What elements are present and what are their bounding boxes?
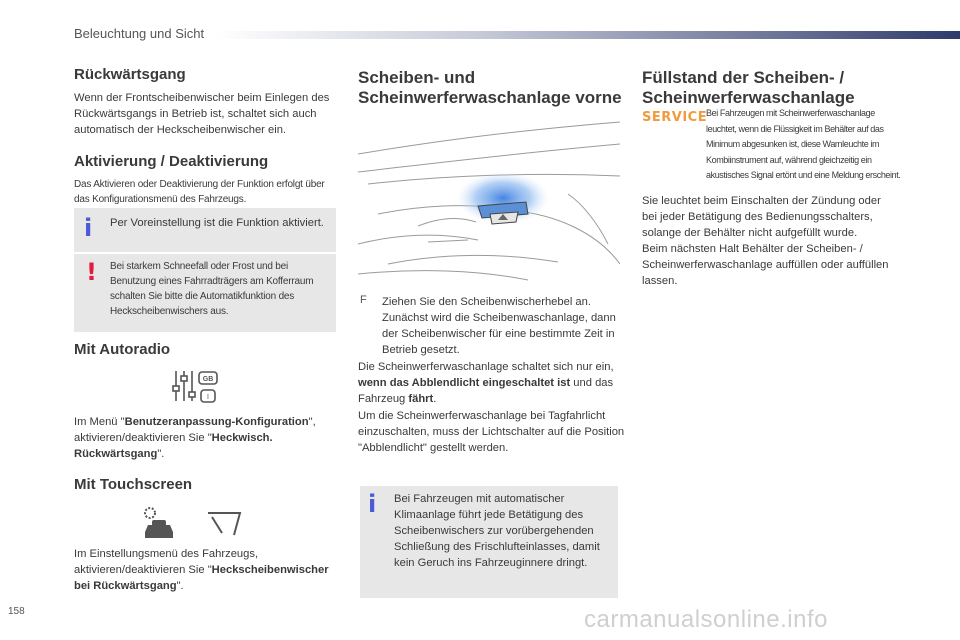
touchscreen-heading: Mit Touchscreen	[74, 476, 193, 493]
radio-i-label: I	[207, 394, 209, 401]
fuellstand-text: Sie leuchtet beim Einschalten der Zündung oder bei jeder Betätigung des Bedienungsschalters, solange der Behälter nicht aufgefüllt wurde. Beim nächsten Halt Behälter der Scheiben- / Scheinwerferwaschanlage auffüllen oder auffüllen lassen.	[642, 195, 889, 287]
info-icon: i	[368, 490, 377, 518]
scheinwerfer-text: Die Scheinwerferwaschanlage schaltet sich nur ein, wenn das Abblendlicht eingeschaltet ist und das Fahrzeug fährt.	[358, 361, 614, 405]
warning-icon: !	[86, 258, 97, 286]
fuellstand-title-line2: Scheinwerferwaschanlage	[642, 88, 855, 107]
right-heading	[642, 68, 892, 108]
info-box	[74, 208, 336, 252]
scheiben-title-line2: Scheinwerferwaschanlage vorne	[358, 88, 622, 107]
tagfahrlicht-text: Um die Scheinwerferwaschanlage bei Tagfahrlicht einzuschalten, muss der Lichtschalter auf die Position "Abblendlicht" gestellt werden.	[358, 410, 625, 454]
climate-info-box	[360, 486, 618, 598]
warning-text: Bei starkem Schneefall oder Frost und bei Benutzung eines Fahrradträgers am Kofferraum schalten Sie bitte die Automatikfunktion des Heckscheibenwischers aus.	[110, 261, 314, 317]
climate-info-text: Bei Fahrzeugen mit automatischer Klimaanlage führt jede Betätigung des Scheibenwischers zur vorübergehenden Schließung des Frischlufteinlasses, damit kein Geruch ins Fahrzeuginnere dringt.	[394, 493, 600, 569]
bullet-marker: F	[360, 294, 367, 306]
touchscreen-text: Im Einstellungsmenü des Fahrzeugs, aktivieren/deaktivieren Sie "Heckscheibenwischer bei Rückwärtsgang".	[74, 548, 329, 592]
header-bar	[216, 31, 960, 39]
warning-box	[74, 254, 336, 332]
info-icon: i	[84, 214, 93, 242]
page-number: 158	[8, 606, 25, 617]
scheiben-title-line1: Scheiben- und	[358, 68, 476, 87]
info-text: Per Voreinstellung ist die Funktion aktiviert.	[110, 217, 324, 229]
autoradio-text: Im Menü "Benutzeranpassung-Konfiguration", aktivieren/deaktivieren Sie "Heckwisch. Rückwärtsgang".	[74, 416, 316, 460]
bullet-text: Ziehen Sie den Scheibenwischerhebel an. Zunächst wird die Scheibenwaschanlage, dann der Scheibenwischer für eine bestimmte Zeit in Betrieb gesetzt.	[382, 296, 616, 356]
radio-gb-label: GB	[202, 376, 214, 383]
middle-heading	[358, 68, 628, 108]
touchscreen-icons	[140, 505, 244, 541]
car-front-illustration	[358, 114, 620, 284]
service-warning-icon: SERVICE	[642, 110, 708, 125]
autoradio-menu-icon	[170, 368, 222, 406]
aktivierung-heading: Aktivierung / Deaktivierung	[74, 153, 269, 170]
autoradio-heading: Mit Autoradio	[74, 341, 171, 358]
watermark: carmanualsonline.info	[584, 606, 828, 633]
aktivierung-text: Das Aktivieren oder Deaktivierung der Funktion erfolgt über das Konfigurationsmenü des Fahrzeugs.	[74, 179, 325, 205]
rueckwaertsgang-heading: Rückwärtsgang	[74, 66, 186, 83]
service-text: Bei Fahrzeugen mit Scheinwerferwaschanlage leuchtet, wenn die Flüssigkeit im Behälter auf das Minimum abgesunken ist, diese Warnleuchte im Kombiinstrument auf, während gleichzeitig ein akustisches Signal ertönt und eine Meldung erscheint.	[706, 108, 901, 180]
section-header: Beleuchtung und Sicht	[74, 26, 205, 41]
fuellstand-title-line1: Füllstand der Scheiben- /	[642, 68, 845, 87]
left-column	[74, 66, 336, 207]
rueckwaertsgang-text: Wenn der Frontscheibenwischer beim Einlegen des Rückwärtsgangs in Betrieb ist, schaltet sich auch automatisch der Heckscheibenwischer ein.	[74, 92, 330, 136]
bullet-item	[360, 294, 628, 358]
